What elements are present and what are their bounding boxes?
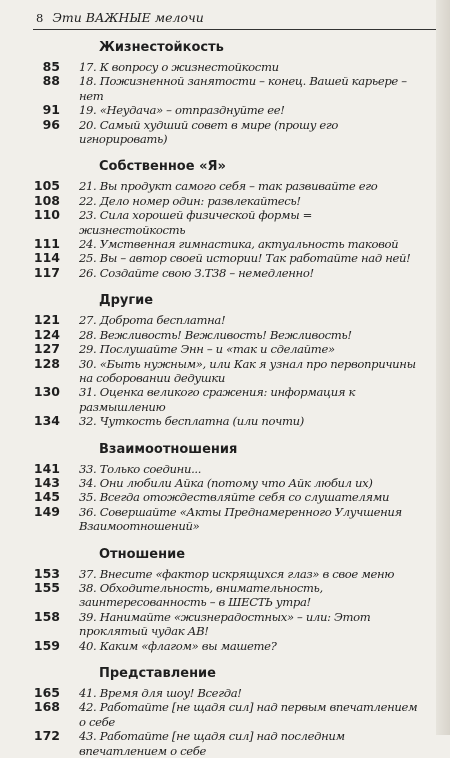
entry-title: 29. Послушайте Энн – и «так и сделайте» [79,342,335,357]
entry-title: 37. Внесите «фактор искрящихся глаз» в свое меню [79,566,395,581]
toc-entry [0,639,440,653]
entry-page-number: 111 [33,236,60,252]
toc-entry [0,328,440,342]
section-title: Другие [99,293,154,309]
entry-page-number: 88 [42,73,60,89]
entry-title: 18. Пожизненной занятости – конец. Вашей карьере – нет [79,74,407,103]
entry-title: 17. К вопросу о жизнестойкости [79,60,279,74]
toc-entry [0,313,440,327]
entry-page-number: 134 [33,413,60,429]
toc-entry [0,729,440,758]
toc-entry [0,237,440,251]
toc-section [0,547,440,653]
entry-title: 36. Совершайте «Акты Преднамеренного Улучшения Взаимоотношений» [79,504,402,534]
toc-entry [0,385,440,414]
entry-page-number: 159 [33,637,60,653]
entry-page-number: 96 [42,116,60,132]
toc-section [0,40,440,146]
entry-page-number: 117 [33,264,60,280]
toc-entry [0,700,440,729]
section-title: Взаимоотношения [99,441,238,457]
section-title: Отношение [99,546,186,562]
entry-page-number: 158 [33,608,60,624]
toc-entry [0,208,440,237]
toc-entry [0,60,440,74]
entry-page-number: 108 [33,192,60,208]
entry-title: 26. Создайте свою З.Т38 – немедленно! [79,265,314,280]
entry-page-number: 165 [33,685,60,700]
entry-page-number: 143 [33,474,60,490]
entry-title: 28. Вежливость! Вежливость! Вежливость! [79,327,352,342]
entry-title: 19. «Неудача» – отпразднуйте ее! [79,103,285,118]
entry-page-number: 85 [42,59,60,74]
entry-page-number: 172 [33,728,60,744]
toc-entry [0,103,440,117]
toc-entry [0,179,440,193]
toc-entry [0,610,440,639]
toc-entry [0,194,440,208]
toc-section [0,442,440,534]
toc-entry [0,251,440,265]
entry-title: 34. Они любили Айка (потому что Айк любил их) [79,475,373,490]
entry-title: 43. Работайте [не щадя сил] над последним впечатлением о себе [79,729,345,758]
entry-title: 21. Вы продукт самого себя – так развивайте его [79,179,378,194]
entry-page-number: 128 [33,355,60,371]
entry-title: 23. Сила хорошей физической формы = жизнестойкость [79,208,312,237]
entry-page-number: 130 [33,384,60,400]
toc-entry [0,414,440,428]
entry-title: 27. Доброта бесплатна! [79,313,226,328]
toc-entry [0,490,440,504]
toc-entry [0,686,440,700]
toc-entry [0,505,440,534]
toc-entry [0,357,440,386]
entry-page-number: 105 [33,178,60,194]
toc-entry [0,476,440,490]
toc-entry [0,266,440,280]
entry-page-number: 121 [33,312,60,328]
entry-page-number: 145 [33,489,60,505]
toc-entry [0,462,440,476]
entry-page-number: 110 [33,207,60,223]
toc-entry [0,74,440,103]
entry-title: 38. Обходительность, внимательность, заинтересованность – в ШЕСТЬ утра! [79,580,323,610]
entry-title: 35. Всегда отождествляйте себя со слушателями [79,490,390,505]
entry-page-number: 153 [33,565,60,581]
table-of-contents [0,40,440,758]
entry-title: 31. Оценка великого сражения: информация к размышлению [79,385,356,414]
entry-title: 20. Самый худший совет в мире (прошу его игнорировать) [79,117,339,147]
entry-title: 40. Каким «флагом» вы машете? [79,638,277,653]
entry-page-number: 168 [33,699,60,715]
page-number: 8 [36,11,44,25]
entry-title: 33. Только соедини... [79,461,202,476]
book-title: Эти ВАЖНЫЕ мелочи [52,10,204,25]
section-title: Представление [99,666,216,681]
section-title: Жизнестойкость [99,40,224,55]
running-header [36,11,204,25]
toc-entry [0,581,440,610]
header-rule [33,29,436,30]
entry-title: 30. «Быть нужным», или Как я узнал про первопричины на соборовании дедушки [79,356,416,385]
entry-title: 41. Время для шоу! Всегда! [79,686,242,700]
section-title: Собственное «Я» [99,159,226,175]
entry-title: 24. Умственная гимнастика, актуальность таковой [79,237,399,252]
entry-title: 22. Дело номер один: развлекайтесь! [79,193,301,208]
entry-page-number: 114 [33,250,60,266]
toc-section [0,293,440,428]
entry-page-number: 141 [33,460,60,476]
entry-page-number: 124 [33,326,60,342]
entry-title: 25. Вы – автор своей истории! Так работайте над ней! [79,251,411,266]
entry-page-number: 149 [33,503,60,519]
entry-page-number: 155 [33,579,60,595]
toc-entry [0,342,440,356]
entry-page-number: 91 [42,102,60,118]
entry-title: 42. Работайте [не щадя сил] над первым впечатлением о себе [79,700,418,729]
toc-entry [0,567,440,581]
entry-title: 39. Нанимайте «жизнерадостных» – или: Этот проклятый чудак АВ! [79,609,371,639]
toc-section [0,159,440,280]
entry-title: 32. Чуткость бесплатна (или почти) [79,414,304,429]
entry-page-number: 127 [33,341,60,357]
toc-section [0,666,440,758]
toc-entry [0,118,440,147]
